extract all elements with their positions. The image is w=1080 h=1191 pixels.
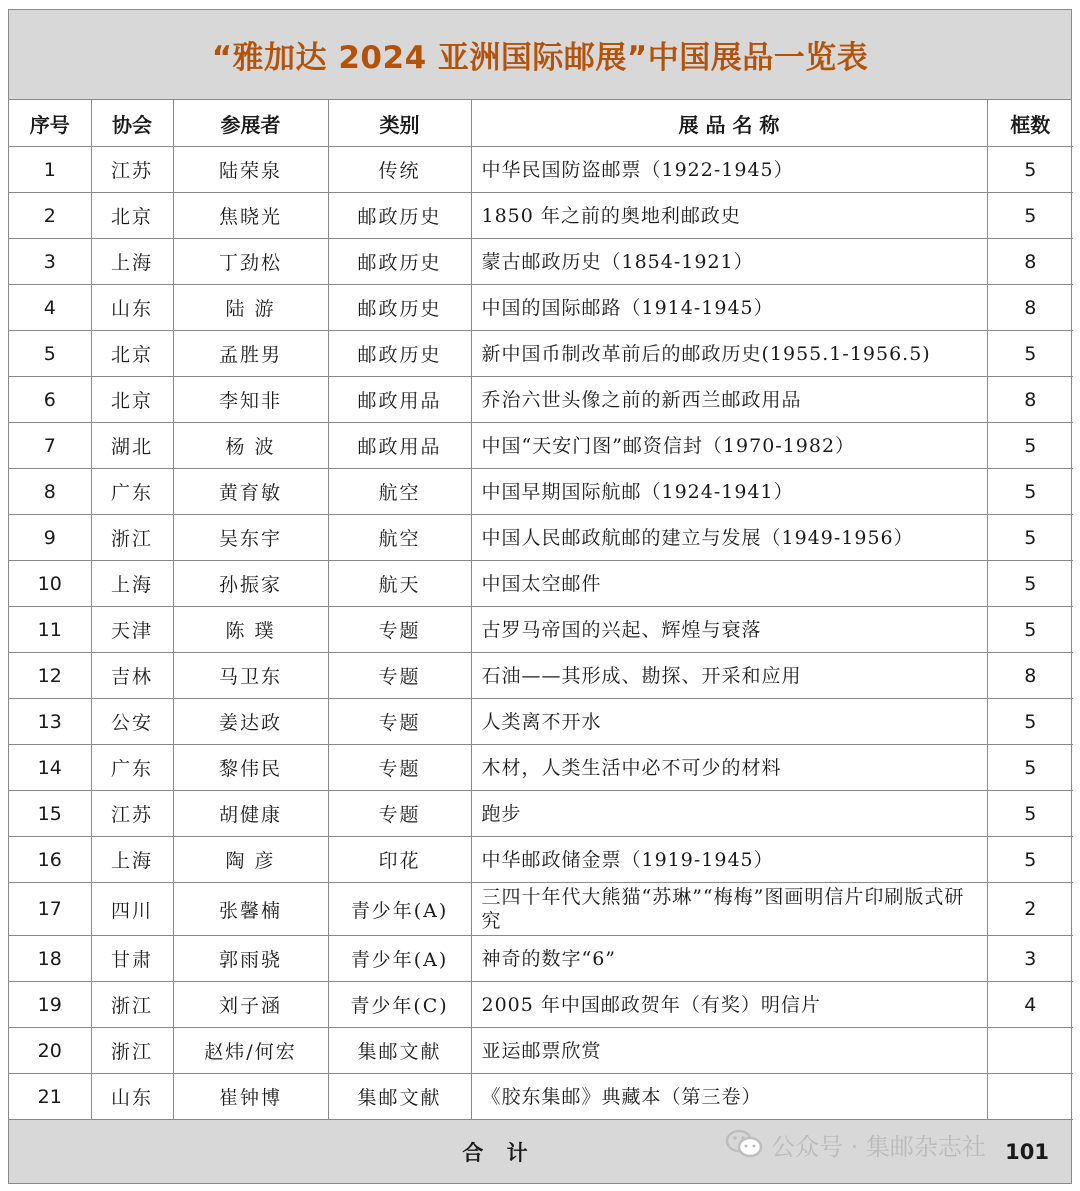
row-exhibit-name: 《胶东集邮》典藏本（第三卷）	[471, 1074, 987, 1120]
row-no: 17	[9, 883, 91, 936]
row-association: 江苏	[91, 791, 173, 837]
exhibit-table-sheet	[8, 9, 1072, 1184]
row-category: 专题	[328, 791, 471, 837]
row-association: 北京	[91, 331, 173, 377]
row-exhibit-name: 古罗马帝国的兴起、辉煌与衰落	[471, 607, 987, 653]
row-association: 四川	[91, 883, 173, 936]
row-exhibit-name: 1850 年之前的奥地利邮政史	[471, 193, 987, 239]
row-exhibitor: 赵炜/何宏	[173, 1028, 328, 1074]
row-exhibitor: 杨 波	[173, 423, 328, 469]
row-no: 14	[9, 745, 91, 791]
row-exhibitor: 郭雨骁	[173, 936, 328, 982]
row-category: 专题	[328, 653, 471, 699]
row-category: 邮政历史	[328, 193, 471, 239]
table-row	[9, 653, 1073, 699]
row-category: 印花	[328, 837, 471, 883]
row-exhibitor: 胡健康	[173, 791, 328, 837]
row-frames: 5	[987, 193, 1073, 239]
row-category: 青少年(A)	[328, 936, 471, 982]
row-no: 12	[9, 653, 91, 699]
row-frames: 5	[987, 745, 1073, 791]
table-row	[9, 745, 1073, 791]
row-association: 吉林	[91, 653, 173, 699]
row-no: 2	[9, 193, 91, 239]
header-exhibitor: 参展者	[173, 100, 328, 147]
row-exhibitor: 丁劲松	[173, 239, 328, 285]
table-row	[9, 331, 1073, 377]
row-category: 航天	[328, 561, 471, 607]
row-frames: 8	[987, 377, 1073, 423]
row-exhibit-name: 蒙古邮政历史（1854-1921）	[471, 239, 987, 285]
row-exhibitor: 焦晓光	[173, 193, 328, 239]
table-row	[9, 285, 1073, 331]
row-association: 广东	[91, 469, 173, 515]
row-exhibitor: 陈 璞	[173, 607, 328, 653]
table-row	[9, 147, 1073, 193]
row-association: 北京	[91, 377, 173, 423]
row-frames: 5	[987, 147, 1073, 193]
row-association: 甘肃	[91, 936, 173, 982]
row-frames	[987, 1074, 1073, 1120]
row-exhibitor: 孟胜男	[173, 331, 328, 377]
row-exhibit-name: 新中国币制改革前后的邮政历史(1955.1-1956.5)	[471, 331, 987, 377]
row-no: 9	[9, 515, 91, 561]
table-row	[9, 423, 1073, 469]
row-exhibitor: 孙振家	[173, 561, 328, 607]
row-no: 5	[9, 331, 91, 377]
row-association: 山东	[91, 1074, 173, 1120]
row-exhibit-name: 中华民国防盗邮票（1922-1945）	[471, 147, 987, 193]
table-row	[9, 699, 1073, 745]
row-exhibit-name: 2005 年中国邮政贺年（有奖）明信片	[471, 982, 987, 1028]
row-association: 天津	[91, 607, 173, 653]
row-association: 湖北	[91, 423, 173, 469]
row-frames: 5	[987, 561, 1073, 607]
row-no: 1	[9, 147, 91, 193]
row-exhibit-name: 木材，人类生活中必不可少的材料	[471, 745, 987, 791]
row-exhibitor: 吴东宇	[173, 515, 328, 561]
row-frames: 5	[987, 469, 1073, 515]
row-no: 16	[9, 837, 91, 883]
row-exhibitor: 马卫东	[173, 653, 328, 699]
title-bar	[9, 10, 1071, 100]
row-no: 7	[9, 423, 91, 469]
row-frames: 5	[987, 607, 1073, 653]
watermark-text: 公众号 · 集邮杂志社	[771, 1132, 986, 1161]
table-header-row	[9, 100, 1073, 147]
row-exhibit-name: 中国太空邮件	[471, 561, 987, 607]
row-exhibitor: 姜达政	[173, 699, 328, 745]
row-association: 上海	[91, 561, 173, 607]
table-row	[9, 239, 1073, 285]
row-frames: 4	[987, 982, 1073, 1028]
table-row	[9, 1028, 1073, 1074]
row-category: 邮政用品	[328, 377, 471, 423]
table-row	[9, 1074, 1073, 1120]
row-exhibit-name: 跑步	[471, 791, 987, 837]
page-title: “雅加达 2024 亚洲国际邮展”中国展品一览表	[211, 40, 869, 76]
row-frames: 8	[987, 239, 1073, 285]
row-category: 航空	[328, 515, 471, 561]
row-frames: 8	[987, 285, 1073, 331]
row-association: 上海	[91, 837, 173, 883]
row-exhibitor: 李知非	[173, 377, 328, 423]
table-row	[9, 883, 1073, 936]
row-no: 4	[9, 285, 91, 331]
row-exhibit-name: 中国人民邮政航邮的建立与发展（1949-1956）	[471, 515, 987, 561]
table-row	[9, 837, 1073, 883]
row-no: 11	[9, 607, 91, 653]
row-category: 集邮文献	[328, 1074, 471, 1120]
row-frames: 8	[987, 653, 1073, 699]
row-exhibitor: 陆 游	[173, 285, 328, 331]
row-frames: 2	[987, 883, 1073, 936]
row-category: 邮政用品	[328, 423, 471, 469]
row-category: 青少年(A)	[328, 883, 471, 936]
row-exhibit-name: 神奇的数字“6”	[471, 936, 987, 982]
table-row	[9, 377, 1073, 423]
row-category: 邮政历史	[328, 331, 471, 377]
row-frames: 5	[987, 837, 1073, 883]
row-frames	[987, 1028, 1073, 1074]
row-frames: 3	[987, 936, 1073, 982]
table-row	[9, 193, 1073, 239]
row-exhibitor: 张馨楠	[173, 883, 328, 936]
row-no: 15	[9, 791, 91, 837]
total-label: 合 计	[462, 1141, 536, 1165]
row-category: 专题	[328, 607, 471, 653]
row-association: 山东	[91, 285, 173, 331]
watermark	[725, 1124, 986, 1164]
table-row	[9, 791, 1073, 837]
row-category: 航空	[328, 469, 471, 515]
row-category: 邮政历史	[328, 285, 471, 331]
row-no: 13	[9, 699, 91, 745]
header-exhibit-name: 展 品 名 称	[471, 100, 987, 147]
table-row	[9, 607, 1073, 653]
exhibit-table	[9, 100, 1073, 1120]
row-exhibitor: 陆荣泉	[173, 147, 328, 193]
row-no: 19	[9, 982, 91, 1028]
table-row	[9, 515, 1073, 561]
row-no: 10	[9, 561, 91, 607]
row-no: 20	[9, 1028, 91, 1074]
row-frames: 5	[987, 791, 1073, 837]
row-category: 邮政历史	[328, 239, 471, 285]
header-category: 类别	[328, 100, 471, 147]
row-association: 浙江	[91, 1028, 173, 1074]
row-category: 传统	[328, 147, 471, 193]
row-association: 浙江	[91, 982, 173, 1028]
row-exhibit-name: 亚运邮票欣赏	[471, 1028, 987, 1074]
row-exhibit-name: 三四十年代大熊猫“苏琳”“梅梅”图画明信片印刷版式研究	[471, 883, 987, 936]
row-no: 18	[9, 936, 91, 982]
row-frames: 5	[987, 699, 1073, 745]
row-exhibitor: 陶 彦	[173, 837, 328, 883]
row-exhibitor: 崔钟博	[173, 1074, 328, 1120]
row-no: 8	[9, 469, 91, 515]
row-no: 21	[9, 1074, 91, 1120]
row-association: 上海	[91, 239, 173, 285]
row-exhibit-name: 中国的国际邮路（1914-1945）	[471, 285, 987, 331]
row-exhibit-name: 人类离不开水	[471, 699, 987, 745]
row-category: 专题	[328, 745, 471, 791]
row-frames: 5	[987, 515, 1073, 561]
table-row	[9, 469, 1073, 515]
row-exhibitor: 黎伟民	[173, 745, 328, 791]
row-association: 公安	[91, 699, 173, 745]
header-frames: 框数	[987, 100, 1073, 147]
row-association: 广东	[91, 745, 173, 791]
row-exhibit-name: 中华邮政储金票（1919-1945）	[471, 837, 987, 883]
row-association: 江苏	[91, 147, 173, 193]
table-row	[9, 561, 1073, 607]
row-category: 专题	[328, 699, 471, 745]
table-row	[9, 936, 1073, 982]
row-exhibitor: 刘子涵	[173, 982, 328, 1028]
table-row	[9, 982, 1073, 1028]
row-exhibit-name: 乔治六世头像之前的新西兰邮政用品	[471, 377, 987, 423]
row-no: 6	[9, 377, 91, 423]
row-frames: 5	[987, 331, 1073, 377]
row-exhibit-name: 石油——其形成、勘探、开采和应用	[471, 653, 987, 699]
row-category: 青少年(C)	[328, 982, 471, 1028]
row-frames: 5	[987, 423, 1073, 469]
row-category: 集邮文献	[328, 1028, 471, 1074]
row-exhibit-name: 中国“天安门图”邮资信封（1970-1982）	[471, 423, 987, 469]
row-association: 浙江	[91, 515, 173, 561]
row-association: 北京	[91, 193, 173, 239]
row-exhibit-name: 中国早期国际航邮（1924-1941）	[471, 469, 987, 515]
wechat-icon	[725, 1128, 763, 1160]
row-no: 3	[9, 239, 91, 285]
row-exhibitor: 黄育敏	[173, 469, 328, 515]
header-no: 序号	[9, 100, 91, 147]
total-value: 101	[1005, 1140, 1049, 1164]
header-association: 协会	[91, 100, 173, 147]
table-body	[9, 147, 1073, 1120]
